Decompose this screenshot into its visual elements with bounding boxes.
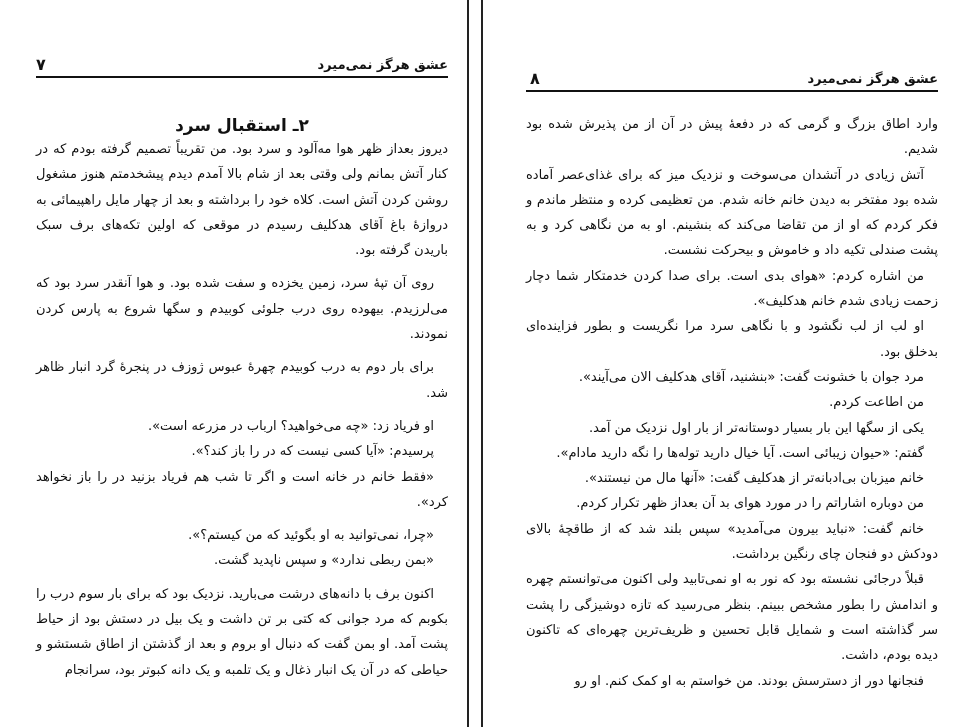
paragraph: «بمن ربطی ندارد» و سپس ناپدید گشت. <box>213 553 434 569</box>
page-body <box>526 112 938 694</box>
paragraph: برای بار دوم به درب کوبیدم چهرهٔ عبوس ژوزف در پنجرهٔ گرد انبار ظاهر شد. <box>36 360 448 401</box>
paragraph: یکی از سگها این بار بسیار دوستانه‌تر از بار اول نزدیک من آمد. <box>588 420 924 436</box>
chapter-title: ۲ـ استقبال سرد <box>175 116 309 136</box>
book-gutter <box>468 0 486 727</box>
page-header <box>526 66 938 92</box>
paragraph: دیروز بعداز ظهر هوا مه‌آلود و سرد بود. من تقریباً تصمیم گرفته بودم که در کنار آتش بمانم ولی وقتی بعد از شام بالا آمدم دیدم پیشخدمتم هنوز مشغول روشن کردن آتش است. کلاه خود را برداشته و بعد از چهار مایل راهپیمائی به دروازهٔ باغ آقای هدکلیف رسیدم در موقعی که اولین تکه‌های برف سبک باریدن گرفته بود. <box>36 142 448 259</box>
paragraph: او لب از لب نگشود و با نگاهی سرد مرا نگریست و بطور فزاینده‌ای بدخلق بود. <box>526 319 938 360</box>
paragraph: مرد جوان با خشونت گفت: «بنشنید، آقای هدکلیف الان می‌آیند». <box>578 369 924 385</box>
paragraph: «فقط خانم در خانه است و اگر تا شب هم فریاد بزنید در را باز نخواهد کرد». <box>36 469 448 510</box>
right-page <box>486 0 954 727</box>
paragraph: من اشاره کردم: «هوای بدی است. برای صدا کردن خدمتکار شما دچار زحمت زیادی شدم خانم هدکلیف». <box>526 268 938 310</box>
paragraph: فنجانها دور از دسترسش بودند. من خواستم به او کمک کنم. او رو <box>574 673 924 689</box>
page-edge-divider <box>467 0 469 727</box>
paragraph: «چرا، نمی‌توانید به او بگوئید که من کیستم؟». <box>188 528 434 544</box>
page-edge-divider <box>481 0 483 727</box>
paragraph: من دوباره اشاراتم را در مورد هوای بد آن بعداز ظهر تکرار کردم. <box>576 496 924 512</box>
paragraph: وارد اطاق بزرگ و گرمی که در دفعهٔ پیش در آن از من پذیرش شده بود شدیم. <box>526 117 938 158</box>
paragraph: آتش زیادی در آتشدان می‌سوخت و نزدیک میز که برای غذای‌عصر آماده شده بود مفتخر به دیدن خانم خانه شدم. من تعظیمی کرده و منتظر ماندم و فکر کردم که او از من تقاضا می‌کند که بنشینم. او به من نگاهی کرد و به پشت صندلی تکیه داد و خاموش و بیحرکت نشست. <box>526 167 938 259</box>
paragraph: من اطاعت کردم. <box>829 395 924 411</box>
paragraph: روی آن تپهٔ سرد، زمین یخزده و سفت شده بود. و هوا آنقدر سرد بود که می‌لرزیدم. بیهوده روی درب جلوئی کوبیدم و سگها شروع به پارس کردن نمودند. <box>36 276 448 343</box>
paragraph: اکنون برف با دانه‌های درشت می‌بارید. نزدیک بود که برای بار سوم درب را بکوبم که مرد جوانی که کتی بر تن داشت و یک بیل در دستش بود از حیاط پشت آمد. او بمن گفت که دنبال او بروم و بعد از گذشتن از اطاق شستشو و حیاطی که در آن یک انبار ذغال و یک تلمبه و یک دانه کبوتر بود، سرانجام <box>36 586 448 678</box>
running-title: عشق هرگز نمی‌میرد <box>807 72 938 87</box>
running-title: عشق هرگز نمی‌میرد <box>317 58 448 73</box>
paragraph: گفتم: «حیوان زیبائی است. آیا خیال دارید توله‌ها را نگه دارید مادام». <box>556 445 924 461</box>
paragraph: خانم میزبان بی‌ادبانه‌تر از هدکلیف گفت: «آنها مال من نیستند». <box>584 471 924 487</box>
paragraph: پرسیدم: «آیا کسی نیست که در را باز کند؟». <box>191 444 434 460</box>
paragraph: قبلاً درجائی نشسته بود که نور به او نمی‌تابید ولی اکنون می‌توانستم چهره و اندامش را بطور مشخص ببینم. بنظر می‌رسید که تازه دوشیزگی را پشت سر گذاشته است و شمایل قابل تحسین و ظریف‌ترین چهره‌ای که تاکنون دیده بودم، داشت. <box>526 572 938 664</box>
page-header <box>36 52 448 78</box>
paragraph: خانم گفت: «نباید بیرون می‌آمدید» سپس بلند شد که از طاقچهٔ بالای دودکش دو فنجان چای رنگین برداشت. <box>526 521 938 563</box>
page-number: ۸ <box>530 69 540 88</box>
paragraph: او فریاد زد: «چه می‌خواهید؟ ارباب در مزرعه است». <box>147 418 434 434</box>
page-number: ۷ <box>36 55 46 74</box>
page-body <box>36 137 448 683</box>
left-page <box>0 0 468 727</box>
